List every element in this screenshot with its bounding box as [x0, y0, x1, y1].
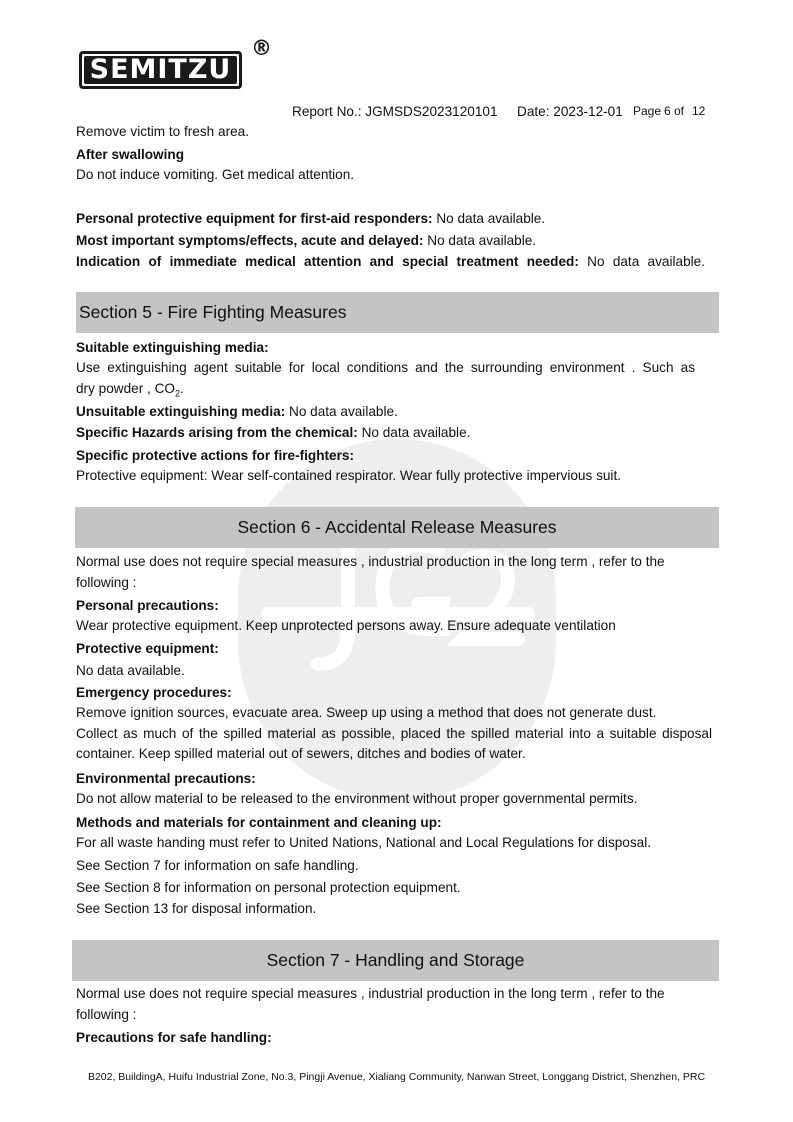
- indication-line: [76, 253, 705, 270]
- indication-label: Indication of immediate medical attention and special treatment needed:: [76, 254, 579, 269]
- containment-methods-text-4: See Section 13 for disposal information.: [76, 901, 317, 916]
- hazards-label: Specific Hazards arising from the chemical:: [76, 425, 358, 440]
- inhalation-text: Remove victim to fresh area.: [76, 124, 250, 139]
- protective-equipment-text: No data available.: [76, 663, 185, 678]
- page-label: Page: [633, 104, 662, 118]
- symptoms-label: Most important symptoms/effects, acute and delayed:: [76, 233, 424, 248]
- co2-subscript: 2: [174, 388, 180, 399]
- containment-methods-text-1: For all waste handing must refer to United Nations, National and Local Regulations for disposal.: [76, 835, 652, 850]
- containment-methods-label: Methods and materials for containment and cleaning up:: [76, 815, 442, 830]
- safe-handling-label: Precautions for safe handling:: [76, 1030, 272, 1045]
- unsuitable-label: Unsuitable extinguishing media:: [76, 404, 286, 419]
- protective-actions-text: Protective equipment: Wear self-contained respirator. Wear fully protective impervious suit.: [76, 468, 621, 483]
- suitable-media-text-2: [76, 380, 184, 403]
- emergency-procedures-text-1: Remove ignition sources, evacuate area. Sweep up using a method that does not generate dust.: [76, 705, 657, 720]
- protective-equipment-label: Protective equipment:: [76, 641, 219, 656]
- section-6-intro-2: following :: [76, 575, 137, 590]
- protective-actions-label: Specific protective actions for fire-fighters:: [76, 448, 354, 463]
- logo-text: SEMITZU: [84, 56, 237, 84]
- personal-precautions-text: Wear protective equipment. Keep unprotected persons away. Ensure adequate ventilation: [76, 618, 616, 633]
- swallowing-text: Do not induce vomiting. Get medical attention.: [76, 167, 355, 182]
- containment-methods-text-3: See Section 8 for information on personal protection equipment.: [76, 880, 461, 895]
- containment-methods-text-2: See Section 7 for information on safe handling.: [76, 858, 359, 873]
- suitable-media-label: Suitable extinguishing media:: [76, 340, 269, 355]
- page-of: of: [674, 104, 685, 118]
- symptoms-line: [76, 232, 536, 249]
- personal-precautions-label: Personal precautions:: [76, 598, 219, 613]
- symptoms-value: No data available.: [427, 233, 537, 248]
- co2-prefix: dry powder , CO: [76, 381, 175, 396]
- section-7-intro-2: following :: [76, 1007, 137, 1022]
- swallowing-heading: After swallowing: [76, 147, 185, 162]
- co2-suffix: .: [179, 381, 184, 396]
- emergency-procedures-text-3: container. Keep spilled material out of sewers, ditches and bodies of water.: [76, 746, 526, 761]
- footer-address: B202, BuildingA, Huifu Industrial Zone, No.3, Pingji Avenue, Xialiang Community, Nanwan Street, Longgang District, Shenzhen, PRC: [87, 1071, 706, 1083]
- report-number: Report No.: JGMSDS2023120101: [292, 104, 498, 119]
- section-7-intro-1: Normal use does not require special measures , industrial production in the long term , refer to the: [76, 986, 665, 1001]
- first-aid-ppe: [76, 210, 545, 227]
- environmental-precautions-text: Do not allow material to be released to the environment without proper governmental permits.: [76, 791, 638, 806]
- indication-value: No data available.: [587, 254, 705, 269]
- ppe-value: No data available.: [436, 211, 546, 226]
- emergency-procedures-text-2: Collect as much of the spilled material as possible, placed the spilled material into a suitable disposal: [76, 726, 712, 741]
- emergency-procedures-label: Emergency procedures:: [76, 685, 232, 700]
- specific-hazards-line: [76, 424, 470, 441]
- section-6-intro-1: Normal use does not require special measures , industrial production in the long term , refer to the: [76, 554, 665, 569]
- unsuitable-value: No data available.: [289, 404, 398, 419]
- section-6-header: [75, 507, 719, 548]
- environmental-precautions-label: Environmental precautions:: [76, 771, 256, 786]
- section-6-title: Section 6 - Accidental Release Measures: [237, 517, 557, 537]
- page-number: 6: [664, 104, 671, 118]
- section-7-title: Section 7 - Handling and Storage: [266, 950, 525, 970]
- hazards-value: No data available.: [361, 425, 471, 440]
- unsuitable-media-line: [76, 403, 398, 420]
- suitable-media-text-1: Use extinguishing agent suitable for local conditions and the surrounding environment . Such as: [76, 360, 695, 375]
- ppe-label: Personal protective equipment for first-aid responders:: [76, 211, 433, 226]
- page-total: 12: [692, 104, 706, 118]
- section-7-header: [72, 940, 719, 981]
- registered-mark: ®: [251, 36, 272, 60]
- section-5-title: Section 5 - Fire Fighting Measures: [79, 302, 347, 322]
- section-5-header: [76, 292, 719, 333]
- report-date: Date: 2023-12-01: [517, 104, 623, 119]
- company-logo: [79, 51, 242, 89]
